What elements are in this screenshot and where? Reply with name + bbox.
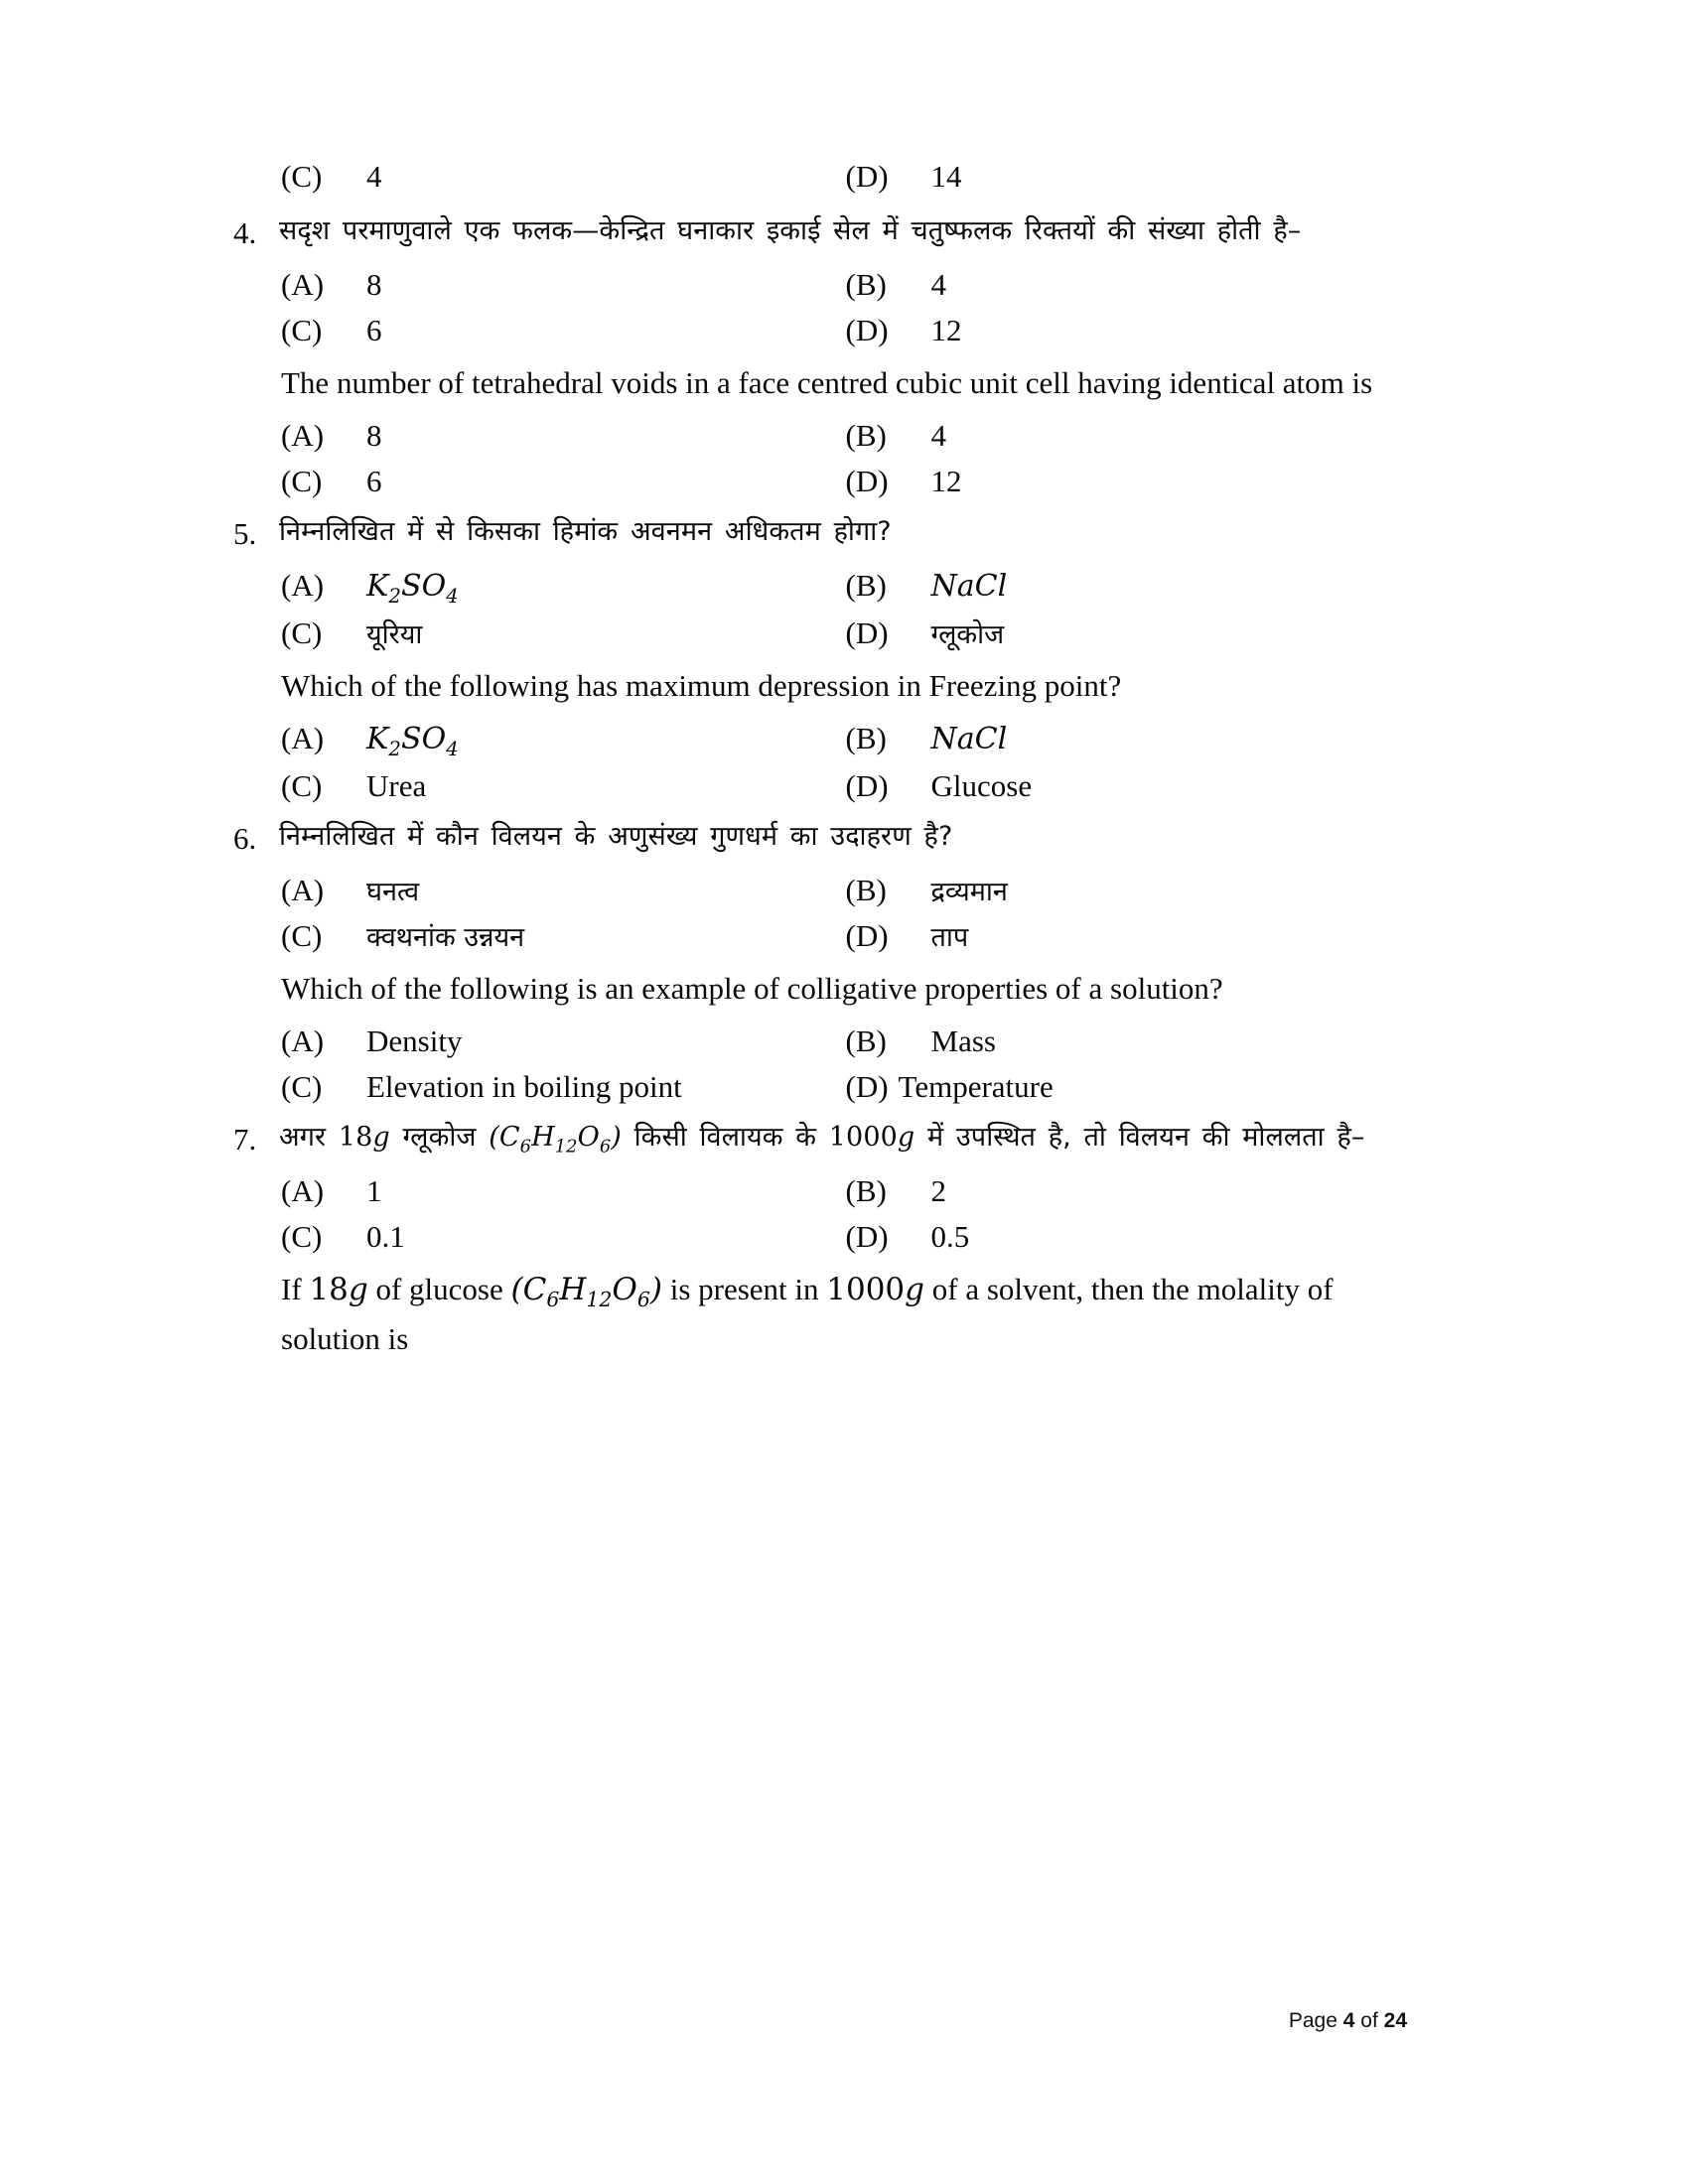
stem-part-d: में उपस्थित है, तो विलयन की मोललता है– (914, 1121, 1365, 1153)
option-c-continued (281, 154, 844, 200)
question-6-hindi-option-a (281, 868, 844, 913)
question-4-hindi-option-c (281, 308, 844, 353)
option-label: (A) (281, 1023, 325, 1058)
option-value: 4 (930, 417, 946, 453)
question-5-english-options-row-1 (281, 716, 1408, 763)
option-value: 2 (930, 1172, 946, 1208)
question-4-hindi-stem-row (233, 209, 1408, 256)
solvent-mass: 1000g (828, 1121, 915, 1153)
option-label-d: (D) (845, 159, 889, 194)
option-label: (A) (281, 567, 325, 603)
page-content (233, 154, 1408, 1363)
option-value: 12 (930, 312, 962, 347)
option-value: द्रव्यमान (930, 877, 1008, 908)
question-4-block (233, 209, 1408, 504)
option-label: (C) (281, 463, 323, 498)
option-value: 6 (366, 312, 382, 347)
question-4-hindi-options-row-1 (281, 262, 1408, 308)
question-4-english-options-row-1 (281, 413, 1408, 459)
page-footer (1289, 2009, 1407, 2033)
footer-of-word: of (1360, 2009, 1378, 2032)
continued-options-row (281, 154, 1408, 200)
question-4-hindi-option-b (844, 262, 1409, 308)
question-4-english-option-a (281, 413, 844, 459)
question-7-hindi-options-row-1 (281, 1168, 1408, 1214)
option-label: (D) (845, 918, 889, 954)
question-4-hindi-option-a (281, 262, 844, 308)
question-6-number: 6. (233, 821, 257, 857)
option-value: 0.1 (366, 1218, 405, 1254)
stem-part-a: अगर (279, 1121, 339, 1153)
option-label: (C) (281, 1068, 323, 1104)
option-value: 6 (366, 463, 382, 498)
option-label: (B) (845, 266, 887, 302)
option-value: Glucose (930, 768, 1033, 804)
option-value: Density (366, 1023, 463, 1058)
question-5-hindi-options-row-2 (281, 611, 1408, 656)
question-6-english-option-c (281, 1064, 844, 1110)
question-4-english-option-b (844, 413, 1409, 459)
question-5-hindi-option-c (281, 611, 844, 656)
question-6-english-options-row-1 (281, 1019, 1408, 1064)
option-label: (C) (281, 312, 323, 347)
option-label: (D) (845, 614, 889, 650)
glucose-mass: 18g (338, 1121, 390, 1153)
footer-page-word: Page (1288, 2009, 1337, 2032)
option-value: Mass (930, 1023, 996, 1058)
option-value: 12 (930, 463, 962, 498)
option-value: 8 (366, 417, 382, 453)
glucose-formula: $(C_6H_{12}O_6)$ (489, 1121, 622, 1158)
question-6-english-option-b (844, 1019, 1409, 1064)
option-label: (B) (845, 720, 887, 755)
question-5-hindi-options-row-1 (281, 563, 1408, 611)
option-label: (D) (845, 1068, 889, 1104)
question-7-hindi-stem (279, 1116, 1408, 1161)
question-4-english-option-d (844, 459, 1409, 504)
option-label: (D) (845, 312, 889, 347)
question-6-hindi-option-c (281, 913, 844, 959)
option-value-c: 4 (366, 159, 382, 194)
question-4-english-options-row-2 (281, 459, 1408, 504)
stem-part-b: ग्लूकोज (389, 1121, 490, 1153)
option-value: 0.5 (930, 1218, 970, 1254)
option-value: $K_2SO_4$ (366, 568, 459, 608)
option-label: (B) (845, 417, 887, 453)
question-5-english-options-row-2 (281, 763, 1408, 809)
question-4-english-stem: The number of tetrahedral voids in a face centred cubic unit cell having identical atom is (281, 364, 1373, 400)
question-4-hindi-stem: सदृश परमाणुवाले एक फलक—केन्द्रित घनाकार इकाई सेल में चतुष्फलक रिक्तयों की संख्या होती है– (279, 214, 1302, 246)
option-label: (C) (281, 768, 323, 804)
question-5-block (233, 510, 1408, 810)
question-7-hindi-option-b (844, 1168, 1409, 1214)
option-label: (B) (845, 567, 887, 603)
option-label: (D) (845, 463, 889, 498)
question-7-block (233, 1116, 1408, 1364)
question-4-number: 4. (233, 214, 257, 250)
question-5-english-option-a (281, 716, 844, 763)
question-5-hindi-option-a (281, 563, 844, 611)
question-7-hindi-option-a (281, 1168, 844, 1214)
option-label: (A) (281, 266, 325, 302)
solvent-mass: 1000g (826, 1271, 925, 1307)
question-7-number: 7. (233, 1121, 257, 1157)
question-4-hindi-options-row-2 (281, 308, 1408, 353)
option-label: (B) (845, 1172, 887, 1208)
option-label: (A) (281, 720, 325, 755)
option-value: 8 (366, 266, 382, 302)
question-4-hindi-option-d (844, 308, 1409, 353)
option-value: Urea (366, 768, 427, 804)
option-label: (A) (281, 417, 325, 453)
option-value: 4 (930, 266, 946, 302)
option-value: Elevation in boiling point (366, 1068, 682, 1104)
option-label: (D) (845, 1218, 889, 1254)
question-6-hindi-options-row-1 (281, 868, 1408, 913)
option-label: (A) (281, 1172, 325, 1208)
question-6-hindi-option-d (844, 913, 1409, 959)
question-6-english-stem: Which of the following is an example of colligative properties of a solution? (281, 970, 1223, 1006)
question-6-english-option-d (844, 1064, 1409, 1110)
question-5-english-option-b (844, 716, 1409, 763)
question-7-hindi-options-row-2 (281, 1214, 1408, 1260)
option-value: NaCl (930, 568, 1008, 604)
question-5-number: 5. (233, 515, 257, 551)
glucose-mass: 18g (309, 1271, 368, 1307)
option-value: Temperature (898, 1068, 1054, 1104)
footer-page-number: 4 (1342, 2009, 1355, 2032)
stem-part-c: किसी विलायक के (621, 1121, 829, 1153)
footer-total-pages: 24 (1383, 2009, 1407, 2032)
option-label: (C) (281, 1218, 323, 1254)
option-value: यूरिया (366, 618, 423, 650)
question-5-hindi-stem: निम्नलिखित में से किसका हिमांक अवनमन अधिकतम होगा? (279, 515, 892, 547)
stem-part-b: of glucose (367, 1271, 511, 1306)
question-5-english-option-c (281, 763, 844, 809)
option-value: NaCl (930, 721, 1008, 756)
question-4-english-option-c (281, 459, 844, 504)
question-7-hindi-stem-row (233, 1116, 1408, 1162)
option-label: (C) (281, 614, 323, 650)
question-7-english-stem (281, 1266, 1408, 1364)
stem-part-a: If (281, 1271, 310, 1306)
option-value: घनत्व (366, 877, 420, 908)
option-label: (A) (281, 873, 325, 908)
question-7-hindi-option-c (281, 1214, 844, 1260)
option-value: ताप (930, 922, 969, 954)
option-label: (D) (845, 768, 889, 804)
question-5-hindi-option-b (844, 563, 1409, 611)
question-5-english-stem: Which of the following has maximum depression in Freezing point? (281, 667, 1122, 703)
glucose-formula: $(C_6H_{12}O_6)$ (510, 1271, 662, 1311)
question-6-hindi-stem-row (233, 815, 1408, 862)
question-6-english-option-a (281, 1019, 844, 1064)
question-6-block (233, 815, 1408, 1110)
option-value: ग्लूकोज (930, 618, 1005, 650)
option-value-d: 14 (930, 159, 962, 194)
question-6-hindi-options-row-2 (281, 913, 1408, 959)
question-5-hindi-stem-row (233, 510, 1408, 557)
option-label: (B) (845, 873, 887, 908)
option-d-continued (844, 154, 1409, 200)
stem-part-c: is present in (661, 1271, 827, 1306)
option-value: $K_2SO_4$ (366, 721, 459, 760)
option-value: 1 (366, 1172, 382, 1208)
question-5-english-option-d (844, 763, 1409, 809)
option-value: क्वथनांक उन्नयन (366, 922, 525, 954)
question-6-english-options-row-2 (281, 1064, 1408, 1110)
stem-part-d: of a solvent, then the molality of solution is (281, 1271, 1334, 1357)
option-label: (B) (845, 1023, 887, 1058)
option-label: (C) (281, 918, 323, 954)
question-7-hindi-option-d (844, 1214, 1409, 1260)
question-6-hindi-stem: निम्नलिखित में कौन विलयन के अणुसंख्य गुणधर्म का उदाहरण है? (279, 821, 953, 853)
question-6-hindi-option-b (844, 868, 1409, 913)
option-label-c: (C) (281, 159, 323, 194)
question-5-hindi-option-d (844, 611, 1409, 656)
